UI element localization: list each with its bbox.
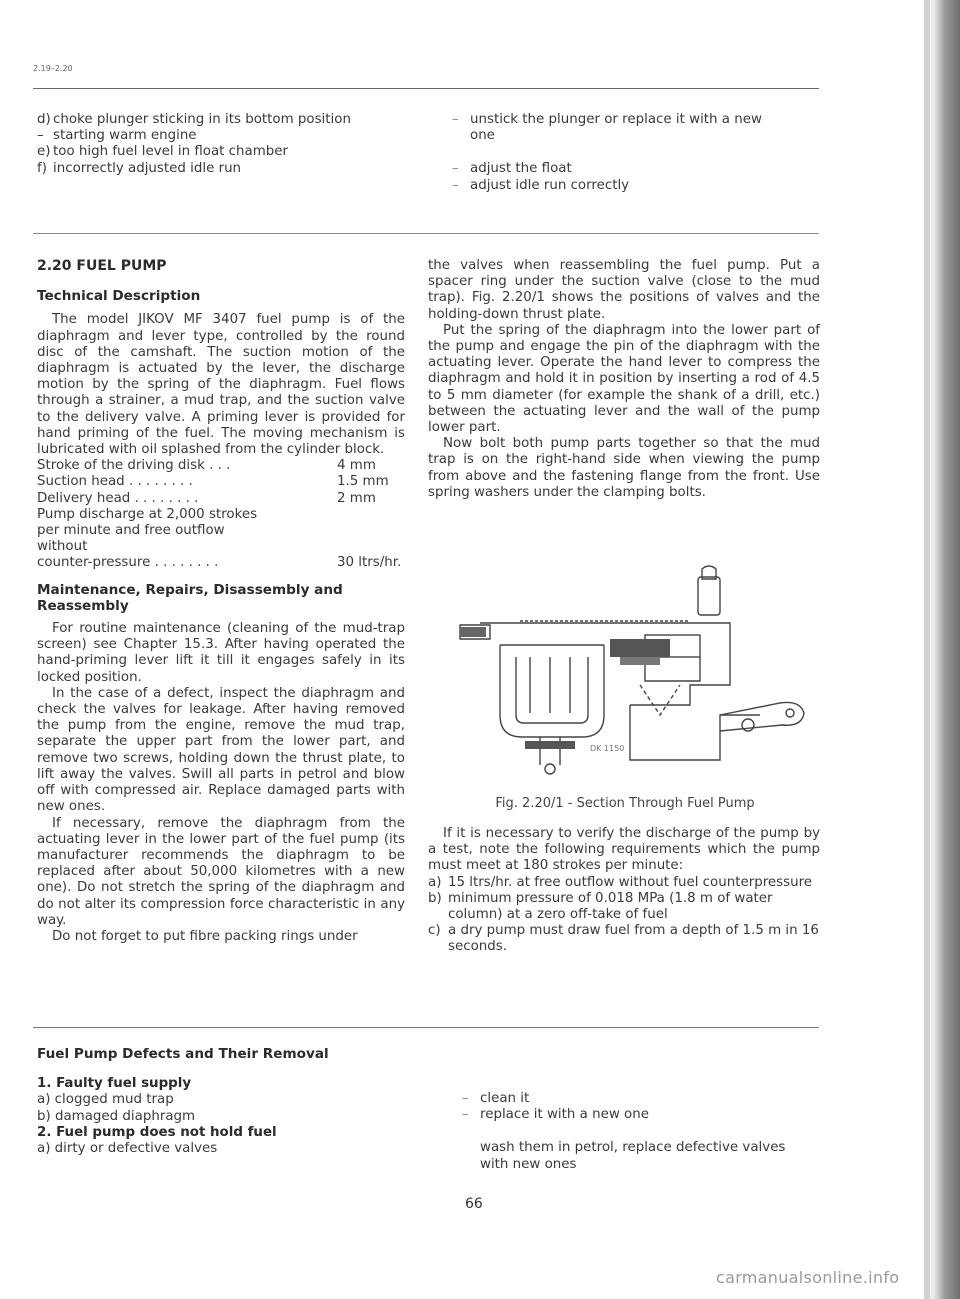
list-item: – adjust the float [452,161,572,177]
defects-heading: Fuel Pump Defects and Their Removal [37,1046,329,1062]
top-table-right [452,112,782,194]
page-binding-strip [924,0,930,1299]
maintenance-paragraph: Do not forget to put fibre packing rings under [52,928,358,944]
list-item: a) 15 ltrs/hr. at free outflow without fuel counterpressure [428,874,813,890]
maintenance-heading: Maintenance, Repairs, Disassembly and Reassembly [37,581,343,614]
page-binding-shadow [926,0,960,1299]
list-item: – unstick the plunger or replace it with a new one [452,112,762,144]
spec-multiline: Pump discharge at 2,000 strokes per minute and free outflow without [37,506,258,555]
list-item: d) choke plunger sticking in its bottom position [37,112,351,127]
test-requirements [428,826,820,956]
list-item: – adjust idle run correctly [452,177,630,193]
test-intro: If it is necessary to verify the discharge of the pump by a test, note the following requirements which the pump must meet at 180 strokes per minute: [428,826,820,874]
section-heading: 2.20 FUEL PUMP [37,258,167,274]
remedy-item: – clean it [462,1091,530,1106]
maintenance-paragraph: If necessary, remove the diaphragm from the actuating lever in the lower part of the fuel pump (its manufacturer recommends the diaphragm to be replaced after about 50,000 kilometres with a new one). Do not stretch the spring of the diaphragm and do not alter its compression force characteristic in any way. [37,815,405,928]
spec-row: Suction head . . . . . . . . 1.5 mm [37,474,389,490]
tech-paragraph: The model JIKOV MF 3407 fuel pump is of the diaphragm and lever type, controlled by the round disc of the camshaft. The suction motion of the diaphragm is actuated by the lever, the discharge motion by the spring of the diaphragm. Fuel flows through a strainer, a mud trap, and the suction valve to the delivery valve. A priming lever is provided for hand priming of the fuel. The moving mechanism is lubricated with oil splashed from the cylinder block. [37,312,405,458]
list-item: f) incorrectly adjusted idle run [37,160,242,176]
tech-heading: Technical Description [37,288,201,305]
list-item: – starting warm engine [37,128,197,144]
list-item: b) minimum pressure of 0.018 MPa (1.8 m of water column) at a zero off-take of fuel [428,890,773,923]
body-paragraph: Now bolt both pump parts together so that the mud trap is on the right-hand side when viewing the pump from above and the fastening flange from the front. Use spring washers under the clamping bolts. [428,436,820,500]
defects-left [37,1046,397,1157]
remedy-item: wash them in petrol, replace defective valves with new ones [480,1140,786,1172]
spec-row: counter-pressure . . . . . . . . 30 ltrs/hr. [37,555,402,571]
left-column [37,258,405,945]
body-paragraph: Put the spring of the diaphragm into the lower part of the pump and engage the pin of the diaphragm with the actuating lever. Operate the hand lever to compress the diaphragm and hold it in position by inserting a rod of 4.5 to 5 mm diameter (for example the shank of a drill, etc.) between the actuating lever and the wall of the pump lower part. [428,322,820,436]
spec-row: Stroke of the driving disk . . . 4 mm [37,458,376,474]
top-table-left [37,112,377,177]
fuel-pump-section-figure [430,565,820,775]
maintenance-paragraph: In the case of a defect, inspect the diaphragm and check the valves for leakage. After having removed the pump from the engine, remove the mud trap, separate the upper part from the lower part, and remove two screws, holding down the thrust plate, to lift away the valves. Swill all parts in petrol and blow off with compressed air. Replace damaged parts with new ones. [37,685,405,815]
body-paragraph: the valves when reassembling the fuel pump. Put a spacer ring under the suction valve (close to the mud trap). Fig. 2.20/1 shows the positions of valves and the holding-down thrust plate. [428,258,820,322]
defect-item: a) clogged mud trap [37,1092,174,1108]
defect-item: b) damaged diaphragm [37,1108,196,1124]
defect-group: 2. Fuel pump does not hold fuel [37,1124,277,1140]
defect-group: 1. Faulty fuel supply [37,1076,192,1092]
defect-item: a) dirty or defective valves [37,1141,218,1157]
defects-rule [33,1027,819,1028]
remedy-item: – replace it with a new one [462,1107,649,1123]
page-number: 66 [465,1196,483,1212]
list-item: e) too high fuel level in float chamber [37,144,289,160]
header-ref: 2.19–2.20 [33,64,73,73]
header-rule [33,88,819,89]
section-rule [33,233,819,234]
watermark: carmanualsonline.info [716,1268,900,1287]
figure-caption: Fig. 2.20/1 - Section Through Fuel Pump [495,796,755,811]
defects-right [462,1091,792,1173]
right-column [428,258,820,501]
spec-row: Delivery head . . . . . . . . 2 mm [37,490,376,506]
figure-id-label: DK 1150 [590,744,625,753]
maintenance-paragraph: For routine maintenance (cleaning of the mud-trap screen) see Chapter 15.3. After having operated the hand-priming lever lift it till it engages safely in its locked position. [37,621,405,685]
list-item: c) a dry pump must draw fuel from a depth of 1.5 m in 16 seconds. [428,923,819,955]
